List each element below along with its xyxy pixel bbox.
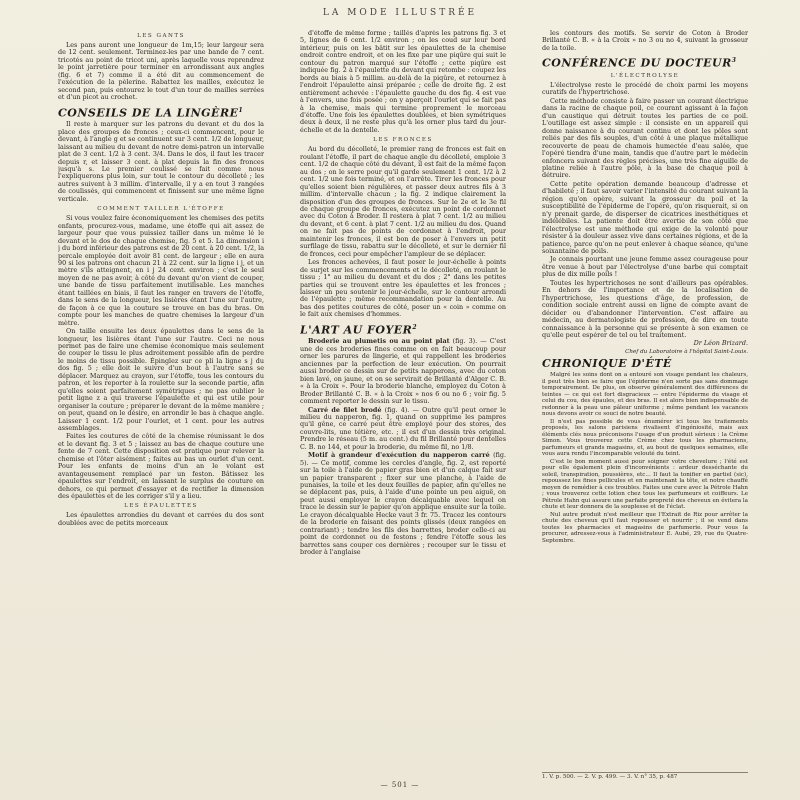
paragraph: Les épaulettes arrondies du devant et carrées du dos sont doublées avec de petits morceaux: [58, 511, 264, 527]
item-title: Motif à grandeur d'exécution du napperon carré: [308, 451, 490, 460]
subheading-epaulettes: LES ÉPAULETTES: [124, 503, 198, 510]
section-heading-lingere: CONSEILS DE LA LINGÈRE$^1$: [58, 106, 244, 120]
paragraph: On taille ensuite les deux épaulettes dans le sens de la longueur, les lisières étant l'une sur l'autre. Ceci ne nous permet pas de faire une chemise économique mais seulement de couper le tissu le plus adroitement possible afin de perdre le moins de tissu possible. Épinglez sur ce pli la ligne s j du dos fig. 5 ; elle doit le suivre d'un bout à l'autre sans se déplacer. Marquez au crayon, sur l'étoffe, tous les contours du patron, et les reporter à la roulette sur la seconde partie, afin qu'elles soient parfaitement symétriques ; ne pas oublier le petit ligne z a qui traverse l'épaulette et qui est utile pour organiser la couture ; préparer le devant de la même manière ; on peut, quand on le désire, en arrondir le bas à chaque angle. Laisser 1 cent. 1/2 pour l'ourlet, et 1 cent. pour les autres assemblages.: [58, 327, 264, 432]
paragraph: Toutes les hypertrichoses ne sont d'ailleurs pas opérables. En dehors de l'importance et de la localisation de l'hypertrichose, les questions d'âge, de profession, de condition sociale entrent aussi en ligne de compte avant de décider ou d'abandonner l'intervention. C'est affaire au médecin, au dermatologiste de profession, de dire en toute connaissance à la personne qui se présente à son examen ce qu'elle peut espérer de tel ou tel traitement.: [542, 278, 748, 339]
paragraph: L'électrolyse reste le procédé de choix parmi les moyens curatifs de l'hypertrichose.: [542, 81, 748, 97]
paragraph: Il reste à marquer sur les patrons du devant et du dos la place des groupes de fronces ; ceux-ci commencent, pour le devant, à l'angle g et se continuent sur 3 cent. 1/2 de longueur, laissant au milieu du devant de notre demi-patron un intervalle plat de 3 cent. 1/2 à 3 cent. 3/4. Dans le dos, il faut les tracer depuis r, et laisser 3 cent. à plat depuis la fin des fronces jusqu'à s. Le premier coulissé se fait comme nous l'expliquerons plus loin, sur tout le contour du décolleté ; les autres suivent à 3 millim. d'intervalle, il y a en tout 3 rangées de coulissés, qui commencent et finissent sur une même ligne verticale.: [58, 120, 264, 203]
paragraph: Au bord du décolleté, le premier rang de fronces est fait en roulant l'étoffe, il part de chaque angle du décolleté, emploie 3 cent. 1/2 de chaque côté du devant, il est fait de la même façon au dos ; on le serre pour qu'il garde seulement 1 cent. 1/2 à 2 cent. 1/2 une fois terminé, et on l'arrête. Tirer les fronces pour qu'elles soient bien régulières, et passer deux autres fils à 3 millim. d'intervalle chacun ; la fig. 2 indique clairement la disposition d'un des groupes de fronces. Sur le 2e et le 3e fil de chaque groupe de fronces, exécutez un point de cordonnet avec du Coton à Broder. Il restera à plat 7 cent. 1/2 au milieu du devant, et 6 cent. à plat 7 cent. 1/2 au milieu du dos. Quand on ne fait pas de points de cordonnet à l'endroit, pour maintenir les fronces, il est bon de poser à l'envers un petit surfilage de tissu, rabattu sur le décolleté, et sur le dernier fil de fronces, ceci pour empêcher l'ampleur de se déplacer.: [300, 145, 506, 258]
paragraph: les contours des motifs. Se servir de Coton à Broder Brillanté C. B. « à la Croix » no 3 ou no 4, suivant la grosseur de la toile.: [542, 30, 748, 52]
paragraph: Je connais pourtant une jeune femme assez courageuse pour être venue à bout par l'électrolyse d'une barbe qui comptait plus de dix mille poils !: [542, 255, 748, 279]
paragraph: Faites les coutures de côté de la chemise réunissant le dos et le devant fig. 3 et 5 ; laissez au bas de chaque couture une fente de 7 cent. Cette disposition est pratique pour relever la chemise et l'ôter aisément ; faites au bas un ourlet d'un cent. Pour les enfants de moins d'un an le volant est avantageusement remplacé par un feston. Bâtissez les épaulettes sur l'endroit, en laissant le surplus de couture en dehors, ce qui permet d'essayer et de rectifier la dimension des épaulettes et de les corriger s'il y a lieu.: [58, 432, 264, 501]
section-heading-art: L'ART AU FOYER$^2$: [300, 323, 418, 337]
running-head: LA MODE ILLUSTRÉE: [322, 8, 478, 18]
section-heading-chronique: CHRONIQUE D'ÉTÉ: [542, 357, 672, 371]
signature: Dr Léon Brizard.: [693, 339, 748, 348]
paragraph: Cette méthode consiste à faire passer un courant électrique dans la racine de chaque poil, ce courant agissant à la façon d'un caustique qui détruit toutes les parties de ce poil. L'outillage est assez simple : il consiste en un appareil qui donne naissance à du courant continu et dont les pôles sont reliés par des fils souples, d'un côté à une plaque métallique recouverte de peau de chamois humectée d'eau salée, que l'opéré tiendra d'une main, tandis que d'autre part le médecin enfoncera suivant des règles précises, une très fine aiguille de platine reliée à l'autre pôle, à la base de chaque poil à détruire.: [542, 96, 748, 180]
section-heading-docteur: CONFÉRENCE DU DOCTEUR$^3$: [542, 57, 737, 71]
paragraph: d'étoffe de même forme ; taillés d'après les patrons fig. 3 et 5, lignes de 6 cent. 1/2 environ ; on les coud sur leur bord intérieur, puis on les bâtit sur les épaulettes de la chemise endroit contre endroit, et on les fixe par une piqûre qui suit le contour du patron marqué sur l'étoffe ; cette piqûre est indiquée fig. 2 à l'épaulette du devant qui retombe : coupez les bords au biais à 5 millim. au-delà de la piqûre, et retournez à l'endroit l'épaulette ainsi préparée ; celle de droite fig. 2 est entièrement achevée : l'épaulette gauche du dos fig. 4 est vue à l'envers, une fois posée ; on y aperçoit l'ourlet qui se fait pas à la chemise, mais qui termine proprement le morceau d'étoffe. Une fois les épaulettes doublées, et bien symétriques deux à deux, il ne reste plus qu'à les orner plus tard du jour-échelle et de la dentelle.: [300, 30, 506, 134]
paragraph: Motif à grandeur d'exécution du napperon carré (fig. 5). — Ce motif, comme les cercles d'angle, fig. 2, est reporté sur la toile à l'aide de papier gras bien et d'un calque fait sur un papier transparent ; fixer sur une planche, à l'aide de punaises, la toile et les deux feuilles de papier, afin qu'elles ne se déplacent pas, puis, à l'aide d'une pointe un peu aiguë, on peut aussi employer le crayon décalquable avec lequel on trace le dessin sur le papier qu'on applique ensuite sur la toile. Le crayon décalquable Hecke vaut 3 fr. 75. Tracez les contours de la broderie en faisant des points glissés (deux rangées en contrariant) ; tendre les fils des barrettes, broder celle-ci au point de cordonnet ou de festons ; fendre l'étoffe sous les barrettes sans couper ces dernières ; recouper sur le tissu et broder à l'anglaise: [300, 451, 506, 557]
paragraph: Carré de filet brodé (fig. 4). — Outre qu'il peut orner le milieu du napperon, fig. 1, quand on supprime les pampres qu'il gêne, ce carré peut être employé pour des stores, des couvre-lits, une tétière, etc. ; il est d'un dessin très original. Prendre le réseau (5 m. au cent.) du fil Brillanté pour dentelles C. B. no 144, et pour la broderie, du même fil, no 1/8.: [300, 405, 506, 451]
item-title: Broderie au plumetis ou au point plat: [308, 337, 450, 346]
signature-title: Chef du Laboratoire à l'hôpital Saint-Louis.: [625, 348, 748, 355]
paragraph: Nul autre produit n'est meilleur que l'Extrait de Riz pour arrêter la chute des cheveux qu'il faut repousser et nourrir ; il se vend dans toutes les pharmacies et magasins de parfumerie. Pour vous la procurer, adressez-vous à l'administrateur E. Aubé, 29, rue du Quatre-Septembre.: [542, 511, 748, 544]
paragraph: Cette petite opération demande beaucoup d'adresse et d'habileté ; il faut savoir varier l'intensité du courant suivant la région qu'on opère, suivant la grosseur du poil et la susceptibilité de l'épiderme de l'opéré, qu'on risquerait, si on n'y prenait garde, de disperser de cicatrices inesthétiques et indélébiles. La patiente doit être avertie de son côté que l'électrolyse est une méthode qui exige de la volonté pour résister à la douleur assez vive dans certaines régions, et de la patience, parce qu'on ne peut enlever à chaque séance, qu'une soixantaine de poils.: [542, 179, 748, 255]
paragraph: Les fronces achevées, il faut poser le jour-échelle à points de surjet sur les commencements et le décolleté, en roulant le tissu ; 1° au milieu du devant et du dos ; 2° dans les petites parties qui se trouvent entre les épaulettes et les fronces ; laisser un peu soutenir le jour-échelle, sur le contour arrondi de l'épaulette ; même recommandation pour la dentelle. Au bas des petites coutures de côté, poser un « coin » comme on le fait aux chemises d'hommes.: [300, 258, 506, 319]
column-2: [300, 30, 506, 772]
column-3: [542, 30, 748, 772]
subheading-gants: LES GANTS: [137, 33, 185, 39]
footnote: 1. V. p. 500. — 2. V. p. 499. — 3. V. n° 35, p. 487: [542, 772, 748, 780]
paragraph: Broderie au plumetis ou au point plat (fig. 3). — C'est une de ces broderies fines comme on en fait beaucoup pour orner les parures de lingerie, et qui rappellent les broderies anciennes par la perfection de leur exécution. On pourrait aussi broder ce dessin sur de petits napperons, avec du coton bien lavé, on jaune, et on se servirait de Brillanté d'Alger C. B. « à la Croix ». Pour la broderie blanche, employez du Coton à Broder Brillanté C. B. « à la Croix » nos 6 ou no 6 ; voir fig. 5 comment reporter le dessin sur le tissu.: [300, 337, 506, 406]
paragraph: C'est le bon moment aussi pour soigner votre chevelure ; l'été est pour elle également plein d'inconvénients : ardeur desséchante du soleil, transpiration, poussières, etc... Il faut la tonifier en partiel (sic), repoussez les fines pellicules et en maintenant la tête, et notre chauffé moyen de remédier à ces troubles. Faites une cure avec la Pétrole Hahn ; vous trouverez cette lotion chez tous les parfumeurs et coiffeurs. Le Pétrole Hahn qui assure une parfaite propreté des cheveux en évitera la chute et leur donnera de la souplesse et de l'éclat.: [542, 458, 748, 511]
paragraph: Il n'est pas possible de vous énumérer ici tous les traitements proposés, les salons parisiens rivalisent d'ingéniosité, mais aux éléments clés nous préconisons l'usage d'un produit sérieux : la Crème Simon. Vous trouverez cette Crème chez tous les pharmaciens, parfumeurs et grands magasins, et, au bout de quelques semaines, elle vous aura rendu l'incomparable velouté du teint.: [542, 418, 748, 458]
page-number: — 501 —: [380, 781, 420, 789]
column-1: [58, 30, 264, 772]
subheading-electrolyse: L'ÉLECTROLYSE: [610, 73, 680, 80]
paragraph: Si vous voulez faire économiquement les chemises des petits enfants, procurez-vous, madame, une étoffe qui ait assez de largeur pour que vous puissiez tailler dans un même lé le devant et le dos de chaque chemise, fig. 5 et 5. La dimension i j du bord inférieur des patrons est de 20 cent. à 20 cent. 1/2, la percale employée doit avoir 81 cent. de largeur ; elle en aura 90 si les patrons ont chacun 21 à 22 cent. sur la ligne i j, et un mètre s'ils atteignent, en i j 24 cent. environ ; c'est le seul moyen de ne pas avoir, à côté du devant qu'on vient de couper, une bande de tissu parfaitement inutilisable. Les manches étant taillées en biais, il faut les ranger en travers de l'étoffe, dans le sens de la longueur, les lisières étant l'une sur l'autre, de façon à ce que la couture se trouve en bas du bras. On compte pour les manches de quatre chemises la largeur d'un mètre.: [58, 214, 264, 327]
item-title: Carré de filet brodé: [308, 405, 382, 414]
paragraph: Les pans auront une longueur de 1m,15; leur largeur sera de 12 cent. seulement. Terminez-les par une bande de 7 cent. tricotés au point de tricot uni, après laquelle vous reprendrez le point jarretière pour terminer en arrondissant aux angles (fig. 6 et 7) comme il a été dit au commencement de l'exécution de la pèlerine. Rabattez les mailles, exécutez le second pan, puis entourez le tout d'un tour de mailles serrées et d'un picot au crochet.: [58, 41, 264, 102]
subheading-fronces: LES FRONCES: [373, 137, 433, 144]
paragraph: Malgré les soins dont on a entouré son visage pendant les chaleurs, il peut très bien se faire que l'épiderme n'en sorte pas sans dommage temporairement. De plus, on observe généralement des différences de teintes — ce qui est fort disgracieux — entre l'épiderme du visage et celui du cou, des épaules, et des bras. Il est alors bien indispensable de redonner à la peau une pâleur uniforme ; même pendant les vacances nous devons avoir ce souci de notre beauté.: [542, 372, 748, 418]
subheading-tailler: COMMENT TAILLER L'ÉTOFFE: [97, 206, 225, 213]
